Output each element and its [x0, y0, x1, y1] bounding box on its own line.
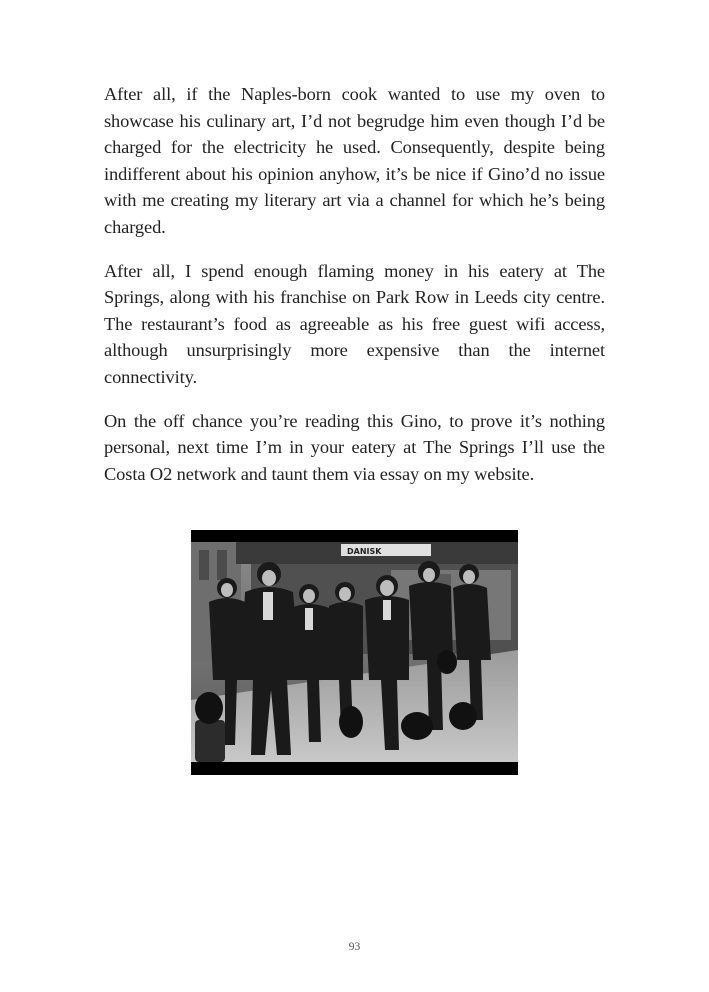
paragraph-1: After all, if the Naples-born cook wanted to use my oven to showcase his culinary art, I’d not begrudge him even though I’d be charged for the electricity he used. Consequently, despite being indifferent about his opinion anyhow, it’s be nice if Gino’d no issue with me creating my literary art via a channel for which he’s being charged.	[104, 84, 605, 237]
black-and-white-group-photo	[191, 530, 518, 775]
page-number: 93	[348, 941, 361, 953]
shop-sign-text: DANISK	[347, 547, 382, 556]
paragraph-2: After all, I spend enough flaming money in his eatery at The Springs, along with his franchise on Park Row in Leeds city centre. The restaurant’s food as agreeable as his free guest wifi access, although unsurprisingly more expensive than the internet connectivity.	[104, 260, 605, 387]
paragraph-3: On the off chance you’re reading this Gino, to prove it’s nothing personal, next time I’m in your eatery at The Springs I’ll use the Costa O2 network and taunt them via essay on my website.	[104, 410, 605, 484]
litter-bin	[195, 720, 225, 762]
body-text	[104, 81, 605, 504]
